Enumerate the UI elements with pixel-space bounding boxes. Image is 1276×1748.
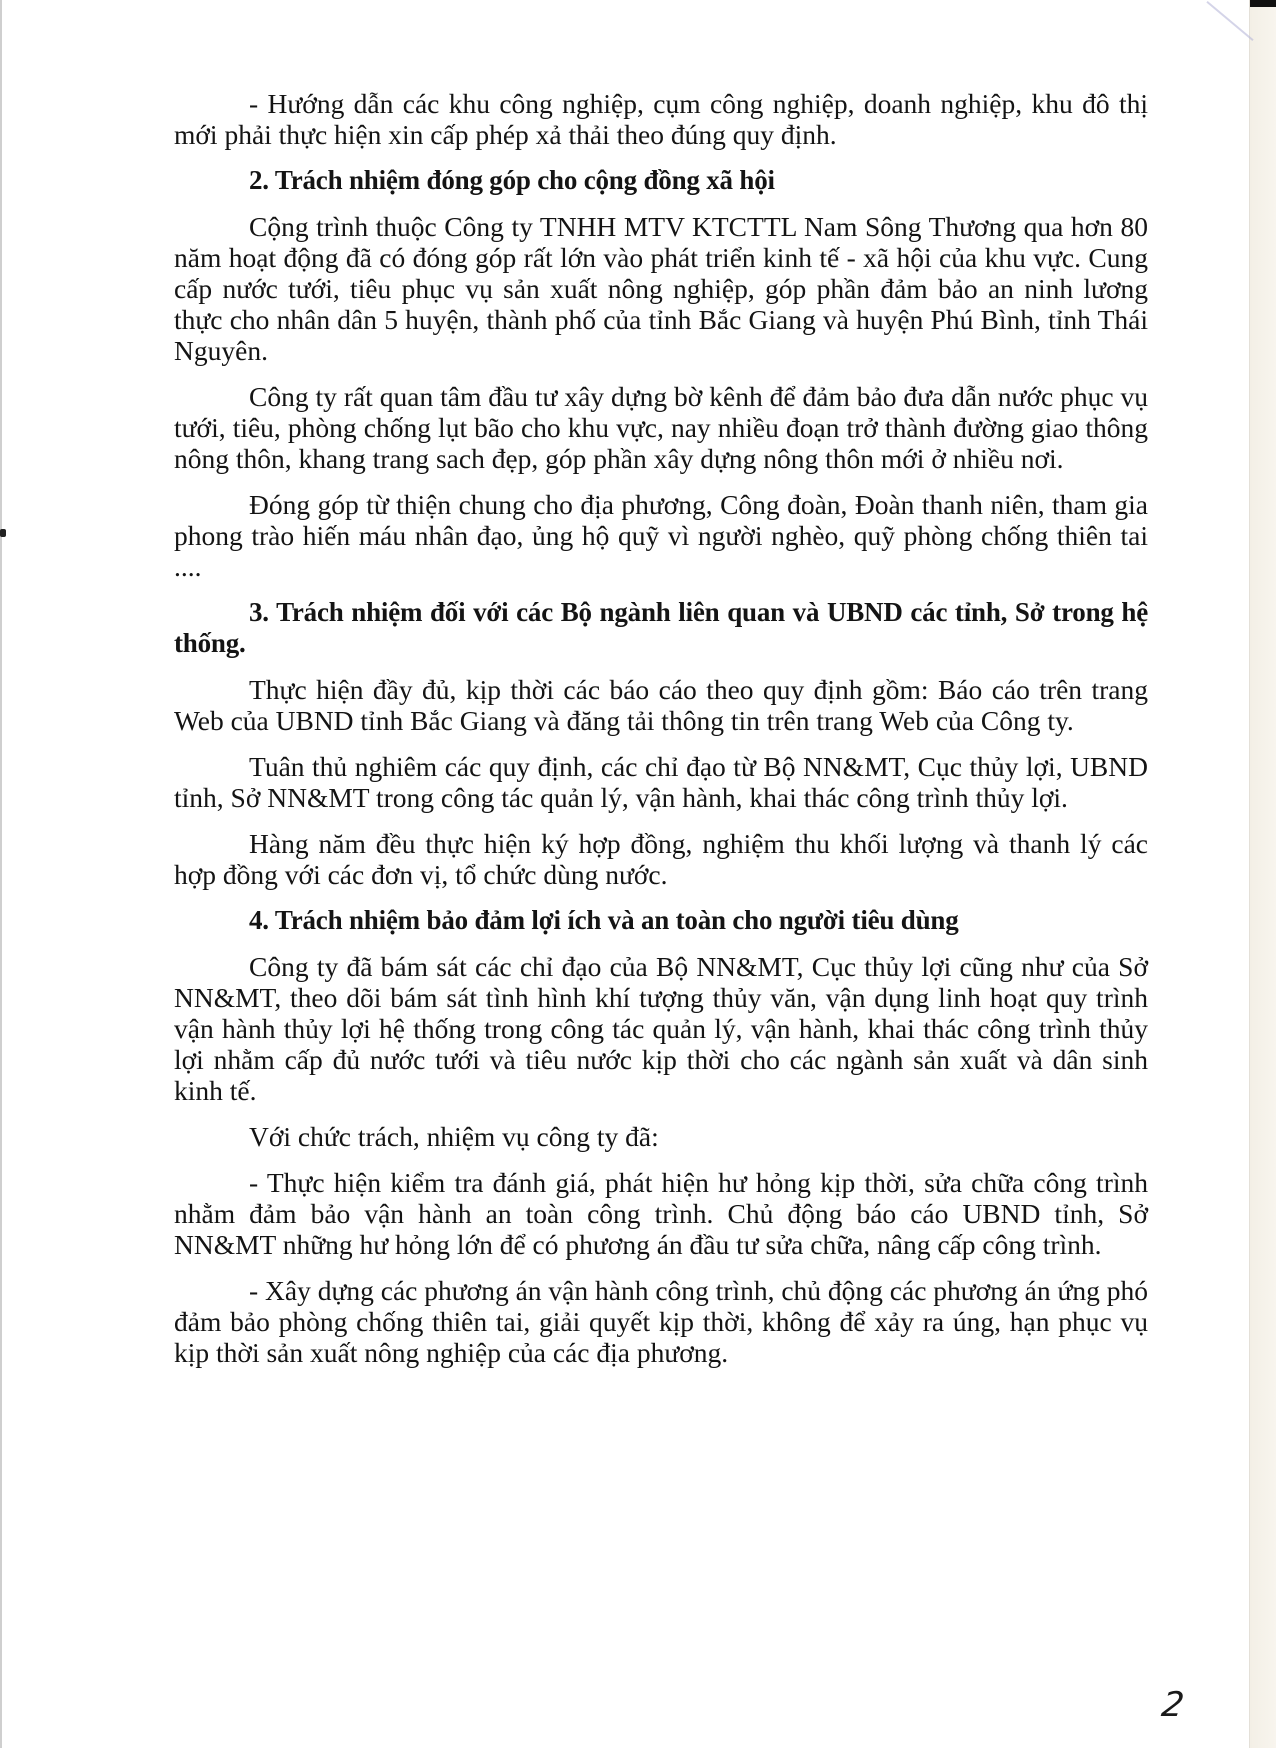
scan-left-edge (0, 0, 2, 1748)
paragraph-canal-investment: Công ty rất quan tâm đầu tư xây dựng bờ kênh để đảm bảo đưa dẫn nước phục vụ tưới, tiêu, phòng chống lụt bão cho khu vực, nay nhiều đoạn trở thành đường giao thông nông thôn, khang trang sach đẹp, góp phần xây dựng nông thôn mới ở nhiều nơi. (174, 381, 1148, 474)
paragraph-monitoring: Công ty đã bám sát các chỉ đạo của Bộ NN&MT, Cục thủy lợi cũng như của Sở NN&MT, theo dõi bám sát tình hình khí tượng thủy văn, vận dụng linh hoạt quy trình vận hành thủy lợi hệ thống trong công tác quản lý, vận hành, khai thác công trình thủy lợi nhằm cấp đủ nước tưới và tiêu nước kịp thời cho các ngành sản xuất và dân sinh kinh tế. (174, 951, 1148, 1106)
paragraph-company-contribution: Cộng trình thuộc Công ty TNHH MTV KTCTTL Nam Sông Thương qua hơn 80 năm hoạt động đã có đóng góp rất lớn vào phát triển kinh tế - xã hội của khu vực. Cung cấp nước tưới, tiêu phục vụ sản xuất nông nghiệp, góp phần đảm bảo an ninh lương thực cho nhân dân 5 huyện, thành phố của tỉnh Bắc Giang và huyện Phú Bình, tỉnh Thái Nguyên. (174, 211, 1148, 366)
paragraph-duties-intro: Với chức trách, nhiệm vụ công ty đã: (249, 1121, 659, 1152)
section-heading-2: 2. Trách nhiệm đóng góp cho cộng đồng xã hội (249, 165, 775, 195)
paragraph-contracts: Hàng năm đều thực hiện ký hợp đồng, nghiệm thu khối lượng và thanh lý các hợp đồng với các đơn vị, tổ chức dùng nước. (174, 828, 1148, 890)
section-heading-3: 3. Trách nhiệm đối với các Bộ ngành liên quan và UBND các tỉnh, Sở trong hệ thống. (174, 597, 1148, 658)
paragraph-disaster-plans: - Xây dựng các phương án vận hành công trình, chủ động các phương án ứng phó đảm bảo phòng chống thiên tai, giải quyết kịp thời, không để xảy ra úng, hạn phục vụ kịp thời sản xuất nông nghiệp của các địa phương. (174, 1275, 1148, 1368)
paragraph-reporting: Thực hiện đầy đủ, kịp thời các báo cáo theo quy định gồm: Báo cáo trên trang Web của UBND tỉnh Bắc Giang và đăng tải thông tin trên trang Web của Công ty. (174, 674, 1148, 736)
paragraph-charity: Đóng góp từ thiện chung cho địa phương, Công đoàn, Đoàn thanh niên, tham gia phong trào hiến máu nhân đạo, ủng hộ quỹ vì người nghèo, quỹ phòng chống thiên tai .... (174, 489, 1148, 582)
document-body (174, 88, 1148, 1383)
paragraph-compliance: Tuân thủ nghiêm các quy định, các chỉ đạo từ Bộ NN&MT, Cục thủy lợi, UBND tỉnh, Sở NN&MT trong công tác quản lý, vận hành, khai thác công trình thủy lợi. (174, 751, 1148, 813)
paragraph-inspection: - Thực hiện kiểm tra đánh giá, phát hiện hư hỏng kịp thời, sửa chữa công trình nhằm đảm bảo vận hành an toàn công trình. Chủ động báo cáo UBND tỉnh, Sở NN&MT những hư hỏng lớn để có phương án đầu tư sửa chữa, nâng cấp công trình. (174, 1167, 1148, 1260)
paragraph-waste-permit-guidance: - Hướng dẫn các khu công nghiệp, cụm công nghiệp, doanh nghiệp, khu đô thị mới phải thực hiện xin cấp phép xả thải theo đúng quy định. (174, 88, 1148, 150)
scan-corner-shadow (1250, 0, 1276, 7)
handwritten-page-number: 2 (1159, 1685, 1187, 1725)
scan-right-border (1249, 0, 1276, 1748)
scan-speck (0, 529, 6, 537)
section-heading-4: 4. Trách nhiệm bảo đảm lợi ích và an toàn cho người tiêu dùng (249, 905, 959, 935)
faint-ink-stroke (1206, 1, 1253, 41)
